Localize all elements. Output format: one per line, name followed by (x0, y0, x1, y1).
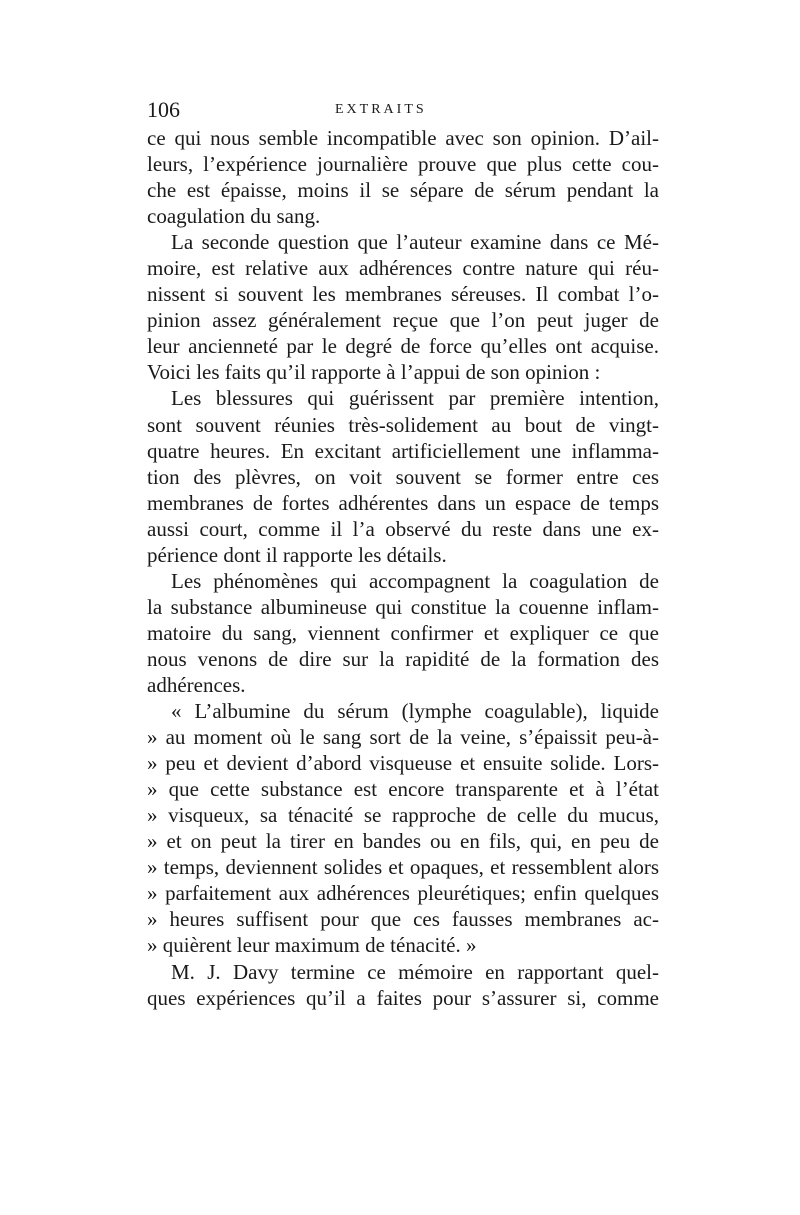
text-line: « L’albumine du sérum (lymphe coagulable), liquide (171, 699, 659, 724)
text-line: leur ancienneté par le degré de force qu’elles ont acquise. (147, 334, 659, 359)
text-line: » peu et devient d’abord visqueuse et ensuite solide. Lors- (147, 751, 659, 776)
text-line: » heures suffisent pour que ces fausses membranes ac- (147, 907, 659, 932)
text-line: » quièrent leur maximum de ténacité. » (147, 933, 477, 958)
text-line: périence dont il rapporte les détails. (147, 542, 447, 567)
text-line: » que cette substance est encore transparente et à l’état (147, 777, 659, 802)
text-line: » et on peut la tirer en bandes ou en fils, qui, en peu de (147, 829, 659, 854)
text-line: matoire du sang, viennent confirmer et expliquer ce que (147, 620, 659, 645)
text-line: Les phénomènes qui accompagnent la coagulation de (171, 568, 659, 593)
text-line: sont souvent réunies très-solidement au bout de vingt- (147, 412, 659, 437)
text-line: aussi court, comme il l’a observé du reste dans une ex- (147, 516, 659, 541)
text-line: moire, est relative aux adhérences contre nature qui réu- (147, 256, 659, 281)
text-line: » visqueux, sa ténacité se rapproche de celle du mucus, (147, 803, 659, 828)
text-line: » au moment où le sang sort de la veine, s’épaissit peu-à- (147, 725, 659, 750)
text-line: che est épaisse, moins il se sépare de sérum pendant la (147, 178, 659, 203)
text-line: » temps, deviennent solides et opaques, et ressemblent alors (147, 855, 659, 880)
running-head (147, 95, 659, 125)
text-line: la substance albumineuse qui constitue la couenne inflam- (147, 594, 659, 619)
page-number: 106 (147, 97, 180, 122)
text-line: adhérences. (147, 672, 246, 697)
body-text (147, 125, 659, 1011)
text-line: ce qui nous semble incompatible avec son opinion. D’ail- (147, 126, 659, 150)
text-line: Voici les faits qu’il rapporte à l’appui de son opinion : (147, 360, 601, 385)
text-line: pinion assez généralement reçue que l’on peut juger de (147, 308, 659, 333)
text-line: ques expériences qu’il a faites pour s’assurer si, comme (147, 985, 659, 1010)
text-line: coagulation du sang. (147, 204, 321, 229)
text-line: leurs, l’expérience journalière prouve que plus cette cou- (147, 152, 659, 177)
text-line: tion des plèvres, on voit souvent se former entre ces (147, 464, 659, 489)
text-line: Les blessures qui guérissent par première intention, (171, 386, 659, 411)
text-line: quatre heures. En excitant artificiellement une inflamma- (147, 438, 659, 463)
text-line: » parfaitement aux adhérences pleurétiques; enfin quelques (147, 881, 659, 906)
text-line: nous venons de dire sur la rapidité de la formation des (147, 646, 659, 671)
running-title: EXTRAITS (335, 102, 427, 117)
text-line: La seconde question que l’auteur examine dans ce Mé- (171, 230, 659, 255)
text-line: M. J. Davy termine ce mémoire en rapportant quel- (171, 959, 659, 984)
text-line: nissent si souvent les membranes séreuses. Il combat l’o- (147, 282, 659, 307)
text-line: membranes de fortes adhérentes dans un espace de temps (147, 490, 659, 515)
